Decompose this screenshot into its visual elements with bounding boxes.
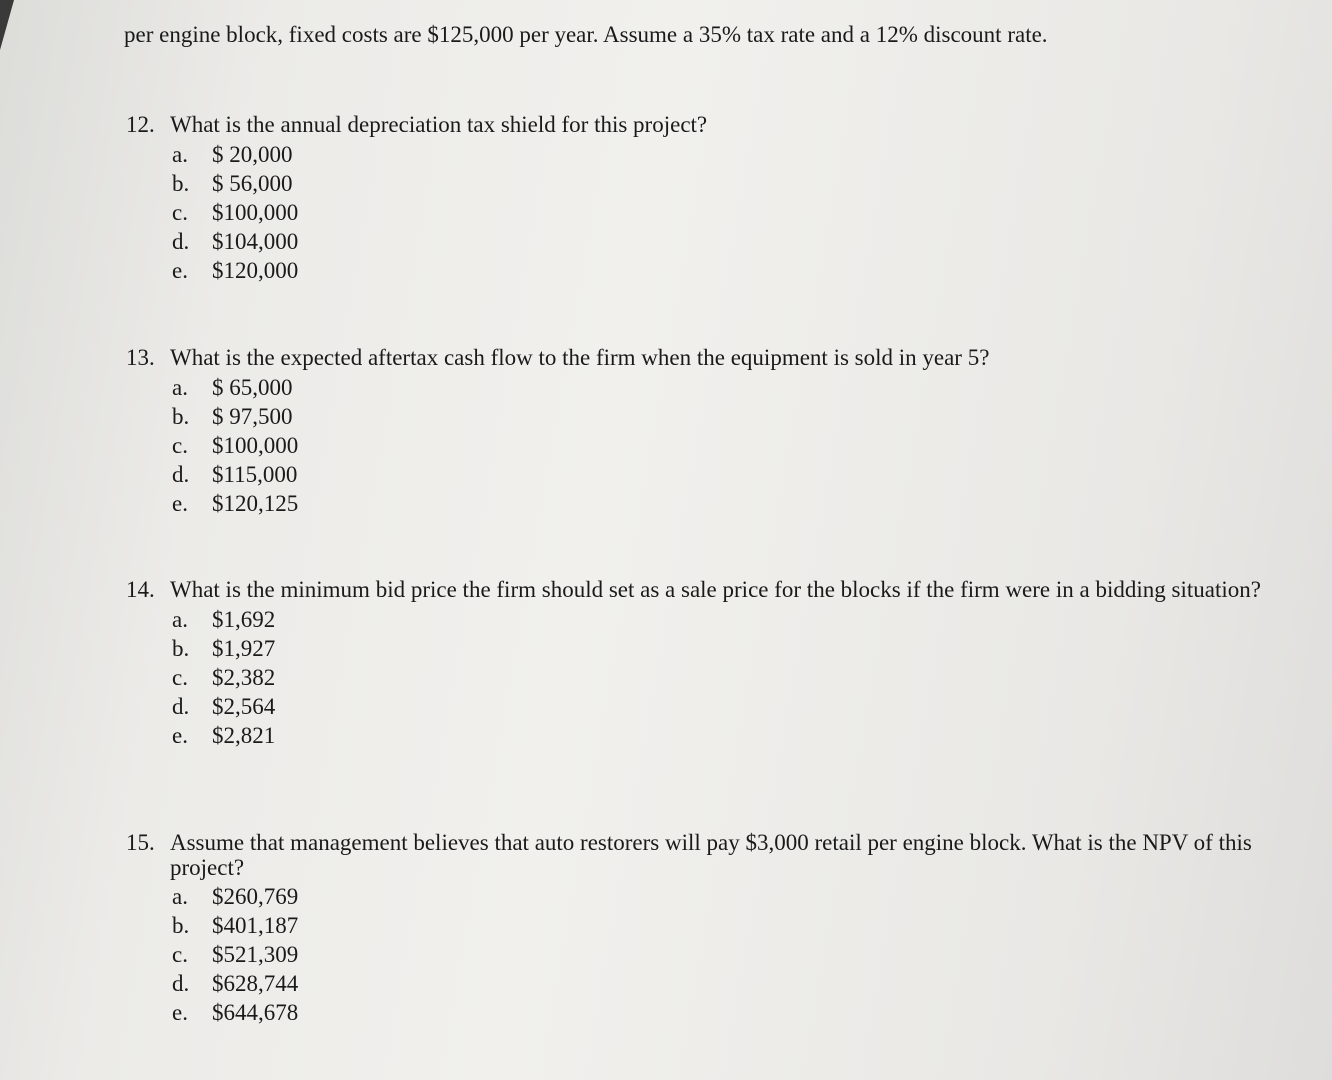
answer-option-e[interactable] [172,721,1280,750]
option-letter: d. [172,229,190,254]
answer-option-d[interactable] [172,460,989,489]
option-value: $ 65,000 [212,375,293,400]
option-letter: c. [172,200,188,225]
question-12 [126,112,707,285]
answer-option-e[interactable] [172,998,1280,1027]
option-letter: b. [172,404,190,429]
answer-option-b[interactable] [172,634,1280,663]
option-value: $1,927 [212,636,276,661]
option-letter: c. [172,942,188,967]
question-15 [126,830,1280,1027]
question-text: What is the minimum bid price the firm should set as a sale price for the blocks if the firm were in a bidding situation? [170,577,1261,602]
answer-options [172,140,707,285]
answer-option-e[interactable] [172,489,989,518]
problem-intro-text: per engine block, fixed costs are $125,000 per year. Assume a 35% tax rate and a 12% discount rate. [124,22,1048,47]
option-letter: a. [172,375,188,400]
answer-option-a[interactable] [172,605,1280,634]
answer-option-d[interactable] [172,969,1280,998]
answer-option-c[interactable] [172,940,1280,969]
answer-option-c[interactable] [172,663,1280,692]
option-value: $2,382 [212,665,276,690]
option-value: $1,692 [212,607,276,632]
option-value: $521,309 [212,942,299,967]
option-value: $115,000 [212,462,298,487]
option-value: $100,000 [212,200,299,225]
question-14 [126,577,1280,750]
option-letter: c. [172,665,188,690]
answer-option-b[interactable] [172,169,707,198]
option-letter: b. [172,913,190,938]
answer-options [172,605,1280,750]
question-header [126,112,707,138]
question-header [126,345,989,371]
answer-option-d[interactable] [172,227,707,256]
option-value: $120,000 [212,258,299,283]
question-text: Assume that management believes that auto restorers will pay $3,000 retail per engine block. What is the NPV of this project? [170,830,1252,880]
answer-option-b[interactable] [172,402,989,431]
option-letter: e. [172,723,188,748]
answer-option-c[interactable] [172,198,707,227]
option-letter: a. [172,884,188,909]
option-value: $100,000 [212,433,299,458]
option-value: $260,769 [212,884,299,909]
option-letter: d. [172,971,190,996]
answer-option-a[interactable] [172,882,1280,911]
answer-options [172,373,989,518]
question-number: 15. [126,830,155,855]
question-number: 14. [126,577,155,602]
option-value: $628,744 [212,971,299,996]
question-text: What is the expected aftertax cash flow to the firm when the equipment is sold in year 5? [170,345,990,370]
answer-option-a[interactable] [172,140,707,169]
option-letter: b. [172,171,190,196]
option-letter: a. [172,607,188,632]
option-letter: e. [172,1000,188,1025]
answer-option-b[interactable] [172,911,1280,940]
option-letter: a. [172,142,188,167]
answer-options [172,882,1280,1027]
question-number: 12. [126,112,155,137]
question-13 [126,345,989,518]
question-text: What is the annual depreciation tax shield for this project? [170,112,708,137]
option-letter: e. [172,491,188,516]
answer-option-a[interactable] [172,373,989,402]
option-value: $2,564 [212,694,276,719]
option-value: $ 97,500 [212,404,293,429]
option-letter: c. [172,433,188,458]
option-value: $ 56,000 [212,171,293,196]
option-value: $120,125 [212,491,299,516]
option-letter: d. [172,694,190,719]
option-letter: d. [172,462,190,487]
option-value: $104,000 [212,229,299,254]
answer-option-e[interactable] [172,256,707,285]
option-value: $644,678 [212,1000,299,1025]
question-number: 13. [126,345,155,370]
option-letter: b. [172,636,190,661]
option-value: $2,821 [212,723,276,748]
option-value: $401,187 [212,913,299,938]
answer-option-c[interactable] [172,431,989,460]
question-header [126,577,1280,603]
option-letter: e. [172,258,188,283]
option-value: $ 20,000 [212,142,293,167]
answer-option-d[interactable] [172,692,1280,721]
question-header [126,830,1280,880]
